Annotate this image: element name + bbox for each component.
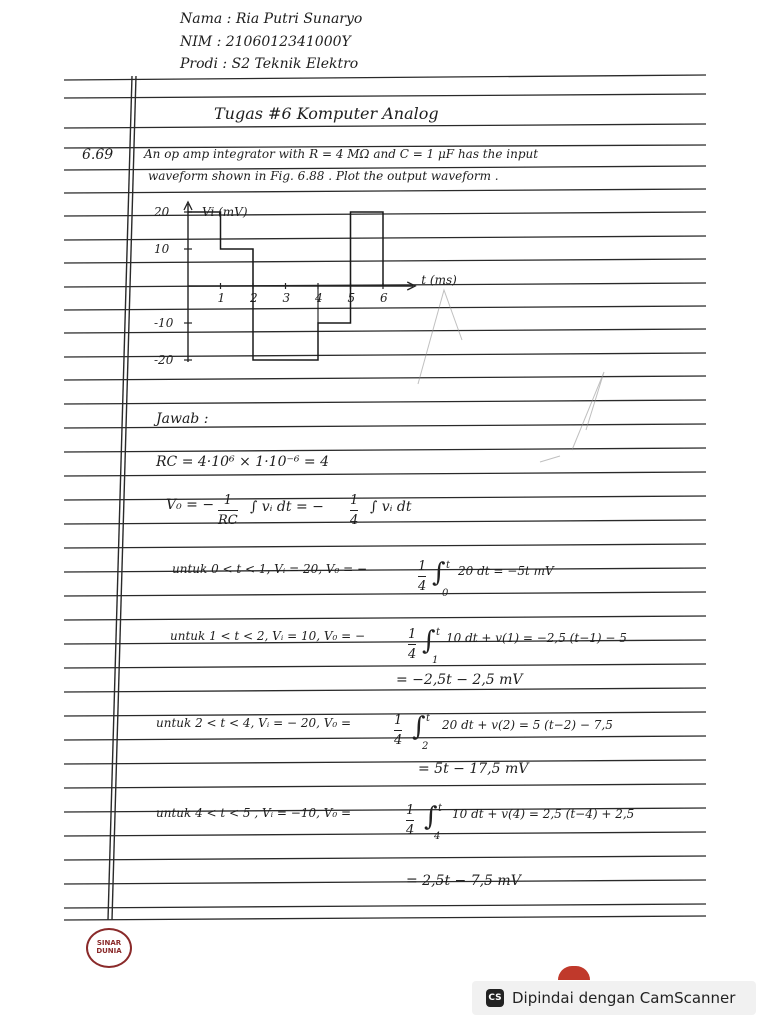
fraction-numerator: 1 [418, 559, 427, 574]
upper-limit: t [438, 803, 443, 814]
x-tick-label: 2 [250, 291, 258, 305]
y-tick-label: 10 [154, 242, 170, 256]
student-nim: NIM : 2106012341000Y [180, 34, 351, 50]
case4-rhs: 10 dt + v(4) = 2,5 (t−4) + 2,5 [452, 807, 635, 821]
rc-equation: RC = 4·10⁶ × 1·10⁻⁶ = 4 [156, 454, 330, 470]
lower-limit: 2 [422, 741, 429, 752]
vo-middle: ∫ vᵢ dt = − [250, 499, 324, 515]
answer-label: Jawab : [156, 411, 209, 427]
fraction-denominator: 4 [406, 823, 415, 838]
lower-limit: 1 [432, 655, 439, 666]
notebook-brand-logo [86, 928, 132, 968]
problem-line-2: waveform shown in Fig. 6.88 . Plot the output waveform . [148, 169, 499, 183]
problem-number: 6.69 [82, 147, 114, 163]
case3-rhs: 20 dt + v(2) = 5 (t−2) − 7,5 [442, 718, 613, 732]
camscanner-label: Dipindai dengan CamScanner [512, 989, 736, 1007]
y-axis-label: Vi (mV) [202, 205, 248, 219]
y-tick-label: -10 [154, 316, 174, 330]
vo-fraction-rc [218, 494, 238, 527]
case2-lhs: untuk 1 < t < 2, Vᵢ = 10, V₀ = − [170, 629, 366, 643]
upper-limit: t [426, 713, 431, 724]
case3-lhs: untuk 2 < t < 4, Vᵢ = − 20, V₀ = [156, 716, 352, 730]
fraction-denominator: RC [218, 513, 238, 528]
camscanner-watermark [472, 981, 756, 1015]
fraction-numerator: 1 [406, 803, 415, 818]
x-tick-label: 1 [217, 291, 226, 305]
logo-line-1: SINAR [96, 939, 122, 948]
study-program: Prodi : S2 Teknik Elektro [180, 56, 359, 72]
integral-sign: ∫ [432, 558, 446, 588]
x-tick-label: 4 [315, 291, 323, 305]
vo-fraction-4 [350, 494, 358, 527]
x-tick-label: 3 [282, 291, 291, 305]
student-name: Nama : Ria Putri Sunaryo [180, 11, 363, 27]
case1-lhs: untuk 0 < t < 1, Vᵢ = 20, V₀ = − [172, 562, 368, 576]
fraction-denominator: 4 [408, 647, 417, 662]
case4-fraction [406, 804, 414, 837]
case2-fraction [408, 628, 416, 661]
fraction-numerator: 1 [408, 627, 417, 642]
lower-limit: 4 [434, 831, 441, 842]
case1-fraction [418, 560, 426, 593]
case1-rhs: 20 dt = −5t mV [458, 564, 554, 578]
case3-result: = 5t − 17,5 mV [418, 761, 529, 777]
case2-rhs: 10 dt + v(1) = −2,5 (t−1) − 5 [446, 631, 627, 645]
integral-sign: ∫ [424, 802, 438, 832]
x-tick-label: 6 [380, 291, 388, 305]
fraction-denominator: 4 [418, 579, 427, 594]
fraction-denominator: 4 [394, 733, 403, 748]
case2-result: = −2,5t − 2,5 mV [396, 672, 523, 688]
problem-line-1: An op amp integrator with R = 4 MΩ and C = 1 μF has the input [144, 147, 539, 161]
fraction-denominator: 4 [350, 513, 359, 528]
x-axis-label: t (ms) [421, 273, 457, 287]
fraction-numerator: 1 [350, 493, 359, 508]
y-tick-label: 20 [154, 205, 170, 219]
logo-line-2: DUNIA [96, 947, 122, 955]
case3-fraction [394, 714, 402, 747]
camscanner-icon: CS [486, 989, 504, 1007]
lower-limit: 0 [442, 588, 449, 599]
vo-end: ∫ vᵢ dt [370, 499, 412, 515]
x-tick-label: 5 [347, 291, 356, 305]
integral-sign: ∫ [422, 626, 436, 656]
fraction-numerator: 1 [394, 713, 403, 728]
case4-lhs: untuk 4 < t < 5 , Vᵢ = −10, V₀ = [156, 806, 352, 820]
vo-lhs: V₀ = − [166, 497, 215, 513]
upper-limit: t [446, 560, 451, 571]
input-waveform-chart [140, 198, 457, 378]
case4-result: = 2,5t − 7,5 mV [406, 873, 521, 889]
fraction-numerator: 1 [223, 493, 233, 508]
y-tick-label: -20 [154, 353, 174, 367]
assignment-title: Tugas #6 Komputer Analog [214, 104, 439, 123]
integral-sign: ∫ [412, 712, 426, 742]
upper-limit: t [436, 627, 441, 638]
